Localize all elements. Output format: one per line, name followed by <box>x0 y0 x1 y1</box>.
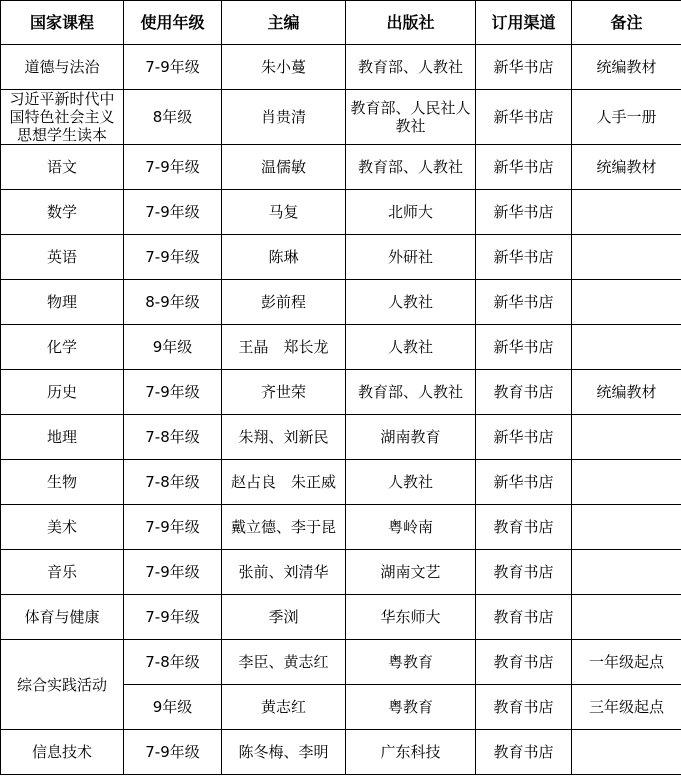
cell-publisher: 粤教育 <box>346 685 476 730</box>
cell-note <box>572 280 681 325</box>
cell-grade: 7-8年级 <box>124 415 222 460</box>
cell-publisher: 北师大 <box>346 190 476 235</box>
cell-editor: 马复 <box>222 190 346 235</box>
cell-note: 人手一册 <box>572 90 681 145</box>
cell-publisher: 外研社 <box>346 235 476 280</box>
table-row <box>1 325 681 370</box>
cell-channel: 教育书店 <box>476 685 572 730</box>
cell-editor: 温儒敏 <box>222 145 346 190</box>
cell-grade: 7-8年级 <box>124 460 222 505</box>
cell-editor: 陈琳 <box>222 235 346 280</box>
cell-channel: 新华书店 <box>476 235 572 280</box>
cell-channel: 新华书店 <box>476 460 572 505</box>
cell-channel: 新华书店 <box>476 415 572 460</box>
table-row <box>1 505 681 550</box>
cell-channel: 教育书店 <box>476 640 572 685</box>
cell-editor: 彭前程 <box>222 280 346 325</box>
cell-course: 数学 <box>1 190 124 235</box>
cell-course: 语文 <box>1 145 124 190</box>
table-row <box>1 415 681 460</box>
cell-channel: 新华书店 <box>476 90 572 145</box>
cell-course: 英语 <box>1 235 124 280</box>
cell-grade: 7-9年级 <box>124 505 222 550</box>
cell-publisher: 华东师大 <box>346 595 476 640</box>
cell-note: 统编教材 <box>572 370 681 415</box>
cell-grade: 8-9年级 <box>124 280 222 325</box>
cell-editor: 季浏 <box>222 595 346 640</box>
cell-note <box>572 505 681 550</box>
cell-grade: 8年级 <box>124 90 222 145</box>
cell-channel: 教育书店 <box>476 730 572 775</box>
cell-editor: 戴立德、李于昆 <box>222 505 346 550</box>
cell-publisher: 人教社 <box>346 460 476 505</box>
cell-grade: 7-9年级 <box>124 235 222 280</box>
table-row <box>1 45 681 90</box>
table-row <box>1 145 681 190</box>
cell-channel: 新华书店 <box>476 325 572 370</box>
cell-note: 三年级起点 <box>572 685 681 730</box>
cell-grade: 7-9年级 <box>124 550 222 595</box>
header-channel: 订用渠道 <box>476 1 572 45</box>
cell-course: 化学 <box>1 325 124 370</box>
cell-grade: 9年级 <box>124 685 222 730</box>
cell-publisher: 教育部、人教社 <box>346 45 476 90</box>
cell-course: 生物 <box>1 460 124 505</box>
cell-course: 音乐 <box>1 550 124 595</box>
table-row <box>1 235 681 280</box>
cell-publisher: 粤教育 <box>346 640 476 685</box>
cell-grade: 7-9年级 <box>124 190 222 235</box>
cell-course: 物理 <box>1 280 124 325</box>
cell-channel: 新华书店 <box>476 45 572 90</box>
header-grade: 使用年级 <box>124 1 222 45</box>
cell-channel: 新华书店 <box>476 145 572 190</box>
cell-channel: 新华书店 <box>476 280 572 325</box>
cell-grade: 7-8年级 <box>124 640 222 685</box>
header-course: 国家课程 <box>1 1 124 45</box>
cell-note <box>572 460 681 505</box>
table-row <box>1 190 681 235</box>
cell-channel: 教育书店 <box>476 595 572 640</box>
cell-channel: 教育书店 <box>476 505 572 550</box>
cell-publisher: 人教社 <box>346 325 476 370</box>
cell-editor: 朱小蔓 <box>222 45 346 90</box>
cell-editor: 李臣、黄志红 <box>222 640 346 685</box>
cell-note <box>572 595 681 640</box>
cell-editor: 赵占良 朱正威 <box>222 460 346 505</box>
table-row <box>1 730 681 775</box>
cell-publisher: 教育部、人教社 <box>346 145 476 190</box>
cell-course: 信息技术 <box>1 730 124 775</box>
cell-course: 习近平新时代中国特色社会主义思想学生读本 <box>1 90 124 145</box>
table-row <box>1 460 681 505</box>
cell-course: 道德与法治 <box>1 45 124 90</box>
cell-note <box>572 190 681 235</box>
cell-grade: 7-9年级 <box>124 145 222 190</box>
table-row <box>1 595 681 640</box>
cell-channel: 教育书店 <box>476 370 572 415</box>
cell-editor: 王晶 郑长龙 <box>222 325 346 370</box>
table-row <box>1 370 681 415</box>
cell-editor: 肖贵清 <box>222 90 346 145</box>
cell-publisher: 人教社 <box>346 280 476 325</box>
cell-note: 一年级起点 <box>572 640 681 685</box>
cell-note <box>572 235 681 280</box>
cell-course: 地理 <box>1 415 124 460</box>
cell-editor: 陈冬梅、李明 <box>222 730 346 775</box>
cell-channel: 教育书店 <box>476 550 572 595</box>
cell-note <box>572 730 681 775</box>
cell-editor: 张前、刘清华 <box>222 550 346 595</box>
table-row <box>1 550 681 595</box>
cell-editor: 朱翔、刘新民 <box>222 415 346 460</box>
table-row <box>1 280 681 325</box>
cell-editor: 黄志红 <box>222 685 346 730</box>
cell-grade: 7-9年级 <box>124 730 222 775</box>
cell-publisher: 广东科技 <box>346 730 476 775</box>
cell-grade: 7-9年级 <box>124 595 222 640</box>
cell-grade: 9年级 <box>124 325 222 370</box>
cell-publisher: 教育部、人教社 <box>346 370 476 415</box>
cell-channel: 新华书店 <box>476 190 572 235</box>
cell-grade: 7-9年级 <box>124 370 222 415</box>
cell-publisher: 湖南文艺 <box>346 550 476 595</box>
table-row <box>1 90 681 145</box>
header-note: 备注 <box>572 1 681 45</box>
cell-publisher: 粤岭南 <box>346 505 476 550</box>
cell-course: 历史 <box>1 370 124 415</box>
table-row <box>1 640 681 685</box>
cell-note <box>572 325 681 370</box>
cell-note <box>572 415 681 460</box>
cell-note <box>572 550 681 595</box>
cell-grade: 7-9年级 <box>124 45 222 90</box>
cell-publisher: 教育部、人民社人教社 <box>346 90 476 145</box>
cell-note: 统编教材 <box>572 145 681 190</box>
cell-editor: 齐世荣 <box>222 370 346 415</box>
cell-course: 综合实践活动 <box>1 640 124 730</box>
cell-note: 统编教材 <box>572 45 681 90</box>
cell-publisher: 湖南教育 <box>346 415 476 460</box>
table-header-row <box>1 1 681 45</box>
header-publisher: 出版社 <box>346 1 476 45</box>
cell-course: 美术 <box>1 505 124 550</box>
header-editor: 主编 <box>222 1 346 45</box>
cell-course: 体育与健康 <box>1 595 124 640</box>
